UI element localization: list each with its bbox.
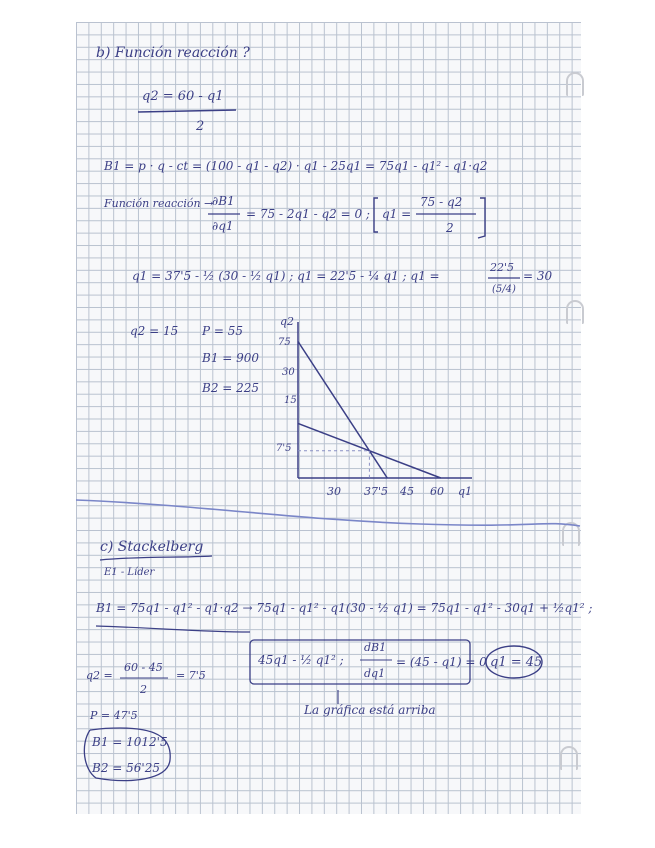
chart-y-label: q2 [280,315,295,328]
x-tick-45: 45 [400,485,414,498]
section-divider [76,500,580,526]
answer-circle [486,646,542,678]
bracket [478,198,485,238]
result-b2: B2 = 225 [202,381,260,395]
q2-reaction-numerator: q2 = 60 - q1 [142,89,224,104]
q1-reaction-lhs: q1 = [382,207,412,221]
y-tick-7-5: 7'5 [276,443,292,454]
q2-reaction-denominator: 2 [196,119,205,134]
y-tick-15: 15 [284,395,297,406]
chart-layer [298,342,441,479]
boxed-region [250,640,470,684]
y-tick-30: 30 [282,367,295,378]
q1-reaction-numerator: 75 - q2 [420,195,463,209]
profit-equation: B1 = p · q - ct = (100 - q1 - q2) · q1 - 25q1 = 75q1 - q1² - q1·q2 [104,159,488,173]
leader-profit-equation: B1 = 75q1 - q1² - q1·q2 → 75q1 - q1² - q1(30 - ½ q1) = 75q1 - q1² - 30q1 + ½q1² ; [96,601,593,615]
derivative-numerator: dB1 [364,641,387,654]
boxed-expression: 45q1 - ½ q1² ; [258,653,344,667]
y-tick-75: 75 [278,337,291,348]
foc-numerator: ∂B1 [212,194,235,208]
answer-q1: q1 = 45 [490,655,543,670]
derivative-rhs: = (45 - q1) = 0 [396,655,487,669]
q2-numerator: 60 - 45 [124,661,163,674]
b2-result: B2 = 56'25 [92,761,160,775]
b1-result: B1 = 1012'5 [92,735,168,749]
result-b1: B1 = 900 [202,351,260,365]
q2-result: = 7'5 [176,669,206,682]
underline [96,626,250,632]
result-loop [84,728,170,781]
price-result: P = 47'5 [90,709,138,722]
chart-x-label: q1 [458,485,473,498]
reaction-line-1 [298,342,387,479]
section-c-heading: c) Stackelberg [100,539,204,555]
x-tick-60: 60 [430,485,444,498]
solve-result: = 30 [523,269,553,283]
solve-numerator: 22'5 [490,261,515,274]
x-tick-37-5: 37'5 [364,485,389,498]
result-p: P = 55 [202,324,244,338]
foc-label: Función reacción → [104,197,214,210]
q2-lhs: q2 = [86,669,113,682]
q2-denominator: 2 [140,683,147,696]
derivative-denominator: dq1 [364,667,386,680]
section-b-heading: b) Función reacción ? [96,45,250,61]
solve-denominator: (5/4) [492,284,516,295]
fraction-bar [138,110,236,112]
q1-reaction-denominator: 2 [446,221,454,235]
foc-rhs: = 75 - 2q1 - q2 = 0 ; [246,207,370,221]
bracket [374,198,378,232]
result-q2: q2 = 15 [130,324,179,338]
graph-note: La gráfica está arriba [304,703,436,717]
solve-line: q1 = 37'5 - ½ (30 - ½ q1) ; q1 = 22'5 - ¼ q1 ; q1 = [132,269,440,283]
section-c-subheading: E1 - Líder [104,567,155,578]
heading-underline [100,556,212,560]
x-tick-30: 30 [327,485,341,498]
foc-denominator: ∂q1 [212,219,234,233]
